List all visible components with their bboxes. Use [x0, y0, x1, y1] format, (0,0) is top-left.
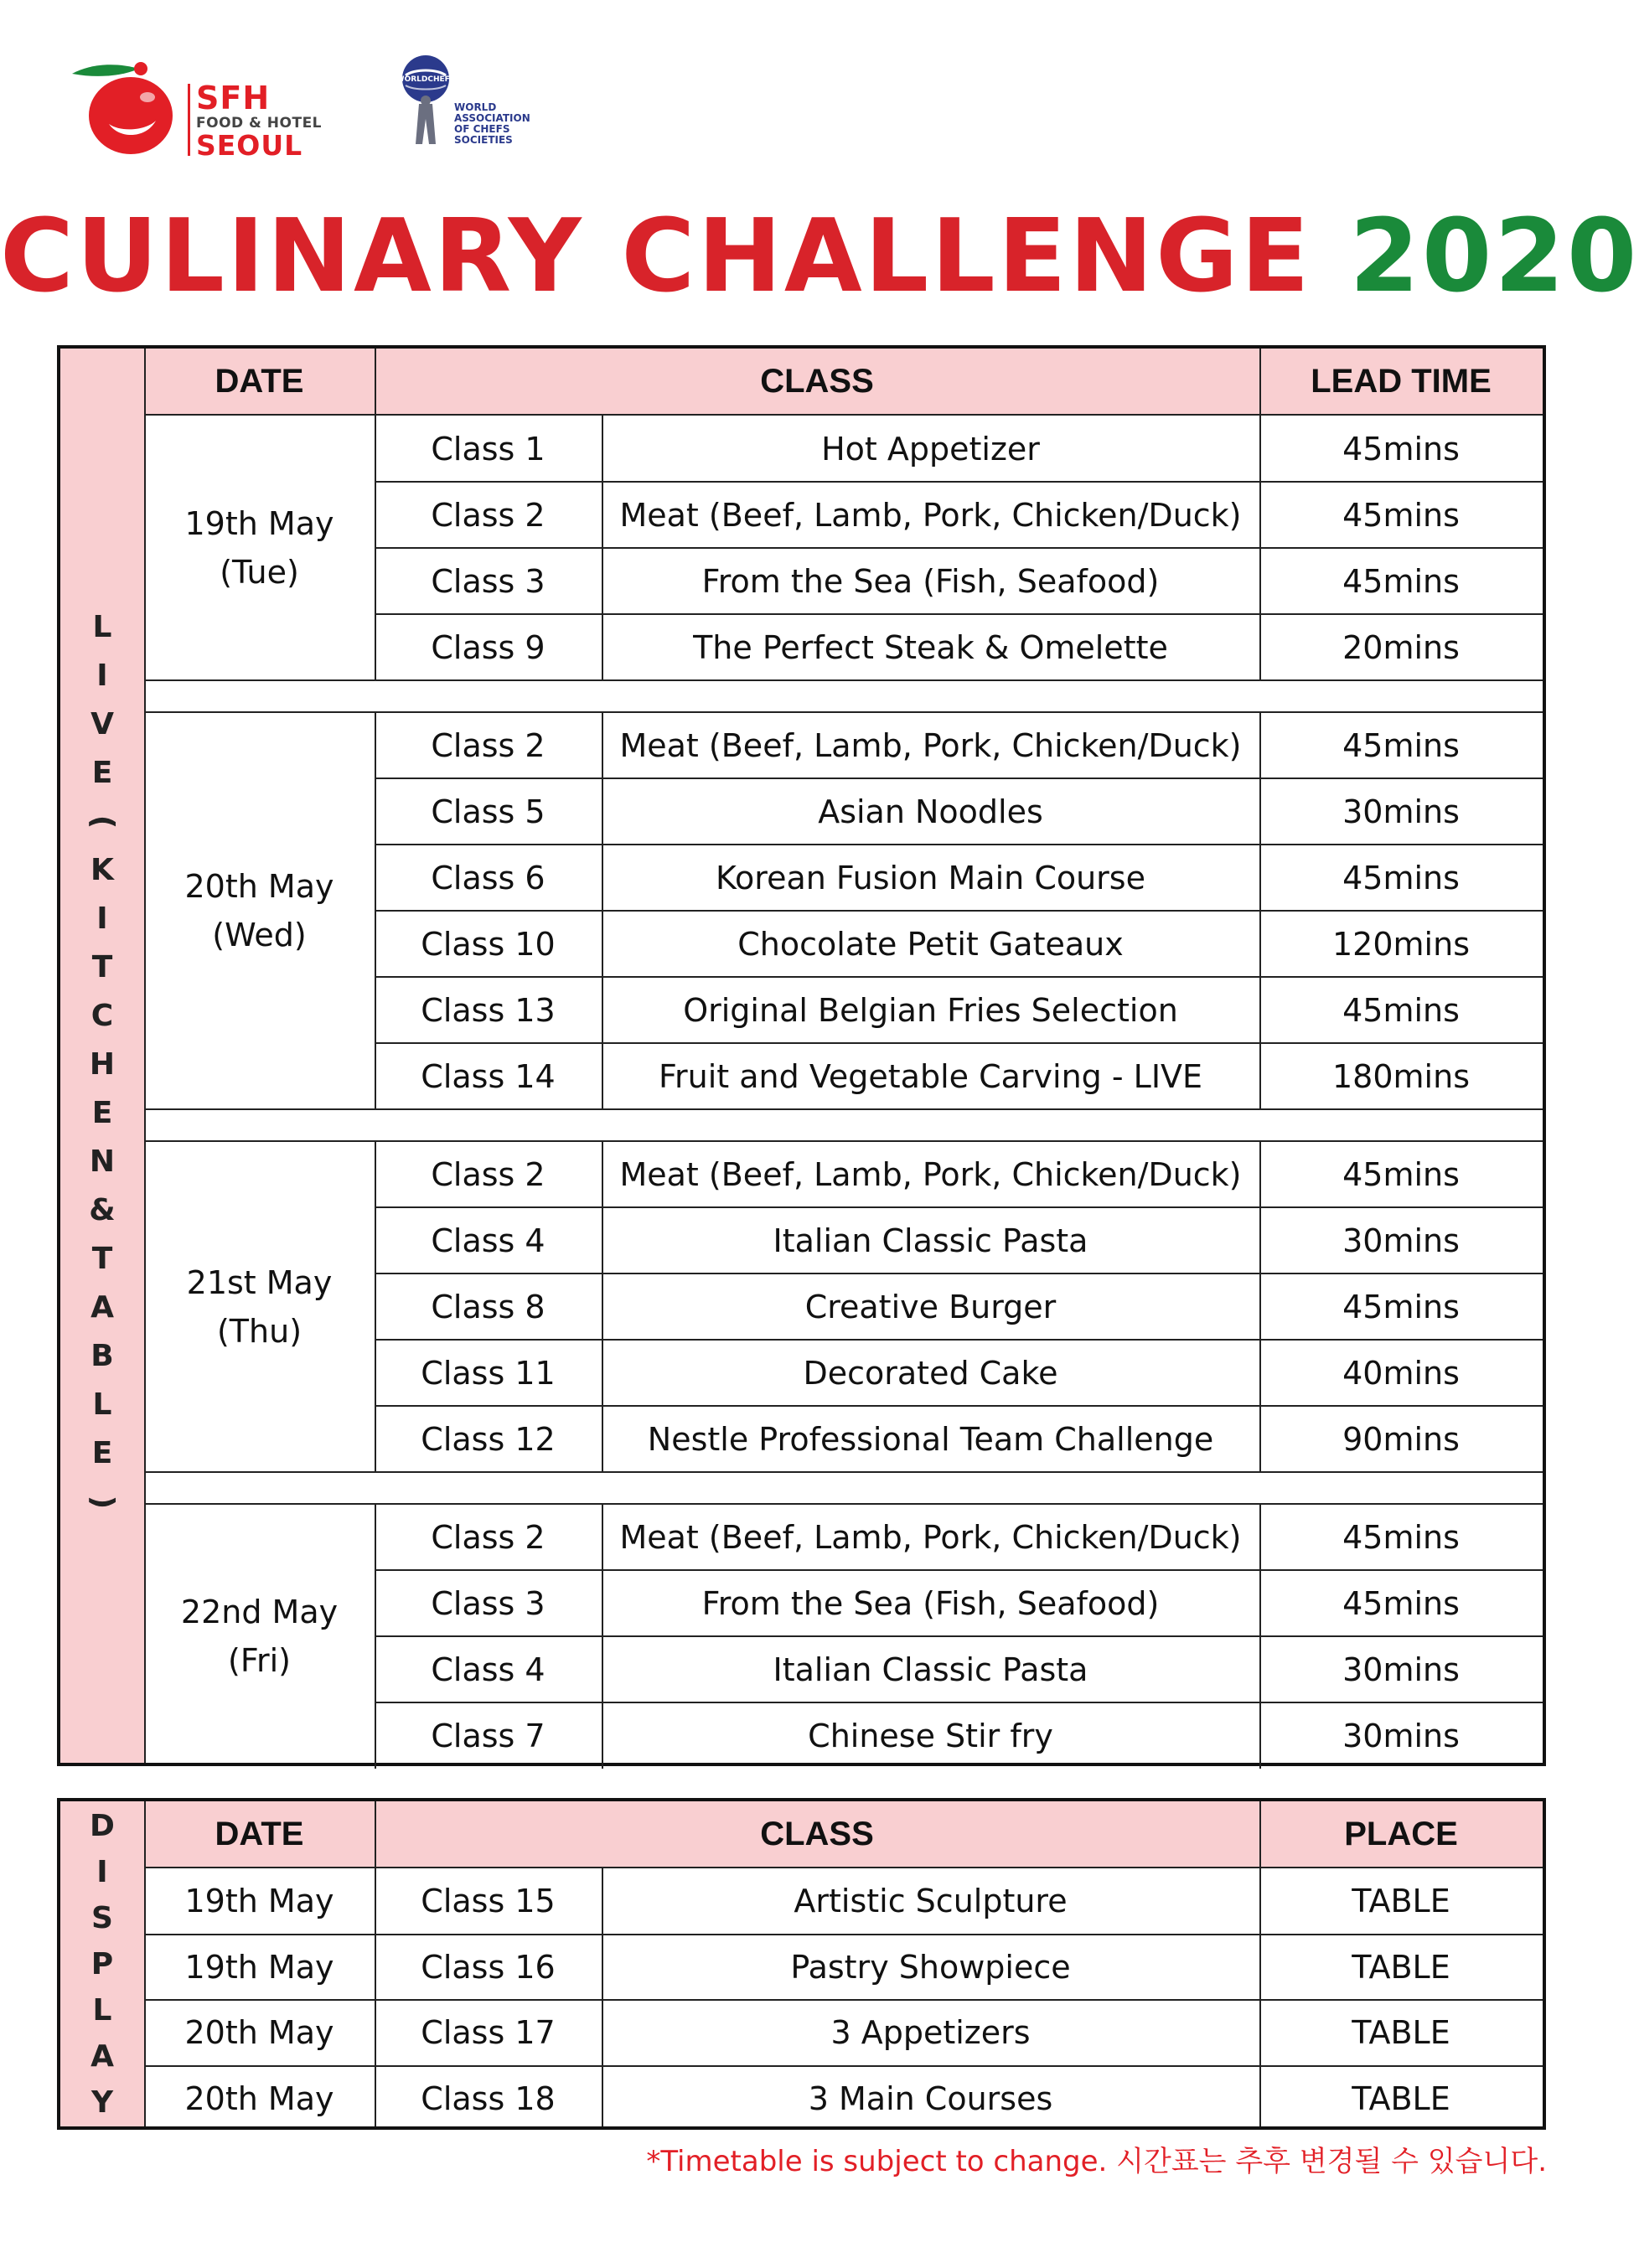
title-main: CULINARY CHALLENGE	[0, 199, 1312, 315]
side-letter: L	[92, 610, 112, 644]
lead-time: 45mins	[1342, 726, 1460, 764]
display-place: TABLE	[1352, 2079, 1450, 2117]
class-number: Class 1	[431, 430, 545, 468]
display-date: 20th May	[184, 2079, 334, 2117]
class-name: Creative Burger	[804, 1288, 1057, 1325]
side-letter: D	[90, 1808, 115, 1843]
side-letter: V	[90, 707, 114, 741]
title-year: 2020	[1349, 199, 1639, 315]
live-header-lead-time: LEAD TIME	[1259, 349, 1543, 414]
class-name: Meat (Beef, Lamb, Pork, Chicken/Duck)	[619, 1518, 1242, 1556]
side-letter: I	[96, 902, 108, 936]
display-class-name: Artistic Sculpture	[794, 1883, 1068, 1920]
wacs-line4: SOCIETIES	[454, 134, 513, 146]
weekday-label: (Tue)	[220, 554, 299, 591]
live-header-class: CLASS	[375, 349, 1259, 414]
lead-time: 20mins	[1342, 628, 1460, 666]
wacs-line3: OF CHEFS	[454, 123, 510, 135]
class-number: Class 12	[421, 1420, 556, 1458]
class-number: Class 13	[421, 991, 556, 1029]
page-title	[0, 194, 1639, 320]
wacs-line1: WORLD	[454, 101, 497, 113]
lead-time: 45mins	[1342, 1584, 1460, 1622]
live-header-time-divider	[1259, 349, 1261, 414]
sfh-logo	[65, 59, 325, 162]
class-name: Meat (Beef, Lamb, Pork, Chicken/Duck)	[619, 496, 1242, 534]
class-name: Hot Appetizer	[821, 430, 1040, 468]
class-number: Class 3	[431, 1584, 545, 1622]
class-name: Chocolate Petit Gateaux	[737, 925, 1124, 963]
date-label: 19th May	[184, 505, 334, 542]
class-number: Class 14	[421, 1057, 556, 1095]
side-letter: T	[91, 1242, 113, 1276]
side-letter: E	[91, 1436, 113, 1470]
lead-time: 45mins	[1342, 1288, 1460, 1325]
class-number: Class 5	[431, 793, 545, 830]
side-letter: C	[90, 999, 114, 1033]
lead-time: 40mins	[1342, 1354, 1460, 1392]
class-name: Korean Fusion Main Course	[716, 859, 1145, 896]
class-number: Class 2	[431, 1155, 545, 1193]
display-header-place: PLACE	[1259, 1801, 1543, 1867]
class-number: Class 10	[421, 925, 556, 963]
class-name: From the Sea (Fish, Seafood)	[701, 1584, 1160, 1622]
side-letter: (	[85, 814, 120, 829]
display-class-number: Class 17	[421, 2014, 556, 2052]
display-place: TABLE	[1352, 1948, 1450, 1986]
lead-time: 30mins	[1342, 1222, 1460, 1259]
side-letter: L	[92, 1387, 112, 1422]
display-schedule-table	[57, 1798, 1546, 2130]
lead-time: 45mins	[1342, 1155, 1460, 1193]
wacs-logo	[394, 50, 561, 159]
display-class-number: Class 18	[421, 2079, 556, 2117]
display-class-number: Class 16	[421, 1948, 556, 1986]
date-cell	[144, 1141, 375, 1472]
weekday-label: (Thu)	[216, 1312, 302, 1350]
sfh-wordmark	[196, 80, 323, 162]
side-letter: L	[92, 1992, 112, 2028]
class-name: Chinese Stir fry	[808, 1717, 1053, 1754]
lead-time: 30mins	[1342, 1717, 1460, 1754]
class-name: Meat (Beef, Lamb, Pork, Chicken/Duck)	[619, 1155, 1242, 1193]
side-letter: I	[96, 1854, 108, 1889]
side-letter: K	[90, 853, 114, 887]
weekday-label: (Wed)	[212, 917, 307, 953]
class-name: The Perfect Steak & Omelette	[693, 628, 1168, 666]
display-date: 19th May	[184, 1948, 334, 1986]
side-letter: H	[89, 1047, 116, 1082]
block-divider	[144, 1108, 1543, 1110]
class-name: Asian Noodles	[818, 793, 1043, 830]
display-side-label	[60, 1801, 144, 2126]
display-class-number: Class 15	[421, 1883, 556, 1920]
date-cell	[144, 416, 375, 680]
class-number: Class 3	[431, 562, 545, 600]
lead-time: 45mins	[1342, 562, 1460, 600]
wacs-badge-text: WORLDCHEFS	[396, 75, 456, 84]
class-name: Fruit and Vegetable Carving - LIVE	[658, 1057, 1203, 1095]
side-letter: S	[91, 1900, 113, 1935]
lead-time: 120mins	[1332, 925, 1470, 963]
lead-time: 45mins	[1342, 430, 1460, 468]
side-letter: )	[85, 1495, 120, 1510]
display-place: TABLE	[1352, 1883, 1450, 1920]
timetable-note: *Timetable is subject to change. 시간표는 추후 변경될 수 있습니다.	[646, 2145, 1547, 2178]
wacs-line2: ASSOCIATION	[454, 112, 530, 124]
side-letter: T	[91, 950, 113, 984]
side-letter: B	[90, 1339, 114, 1373]
class-name: Original Belgian Fries Selection	[683, 991, 1178, 1029]
display-header-class: CLASS	[375, 1801, 1259, 1867]
wacs-wordmark	[454, 102, 530, 146]
class-number: Class 2	[431, 726, 545, 764]
block-divider	[144, 679, 1543, 681]
class-number: Class 2	[431, 496, 545, 534]
lead-time: 30mins	[1342, 1651, 1460, 1688]
display-class-name: 3 Main Courses	[808, 2079, 1053, 2117]
worldchefs-globe-icon	[394, 50, 458, 159]
sfh-divider	[188, 84, 190, 156]
sfh-line2: FOOD & HOTEL	[196, 115, 323, 132]
date-label: 21st May	[186, 1263, 333, 1301]
lead-time: 45mins	[1342, 859, 1460, 896]
side-letter: I	[96, 659, 108, 693]
display-date: 20th May	[184, 2014, 334, 2052]
display-class-name: 3 Appetizers	[830, 2014, 1031, 2052]
class-name: From the Sea (Fish, Seafood)	[701, 562, 1160, 600]
class-number: Class 4	[431, 1651, 545, 1688]
side-letter: N	[89, 1144, 116, 1179]
live-header-date: DATE	[144, 349, 375, 414]
class-number: Class 9	[431, 628, 545, 666]
class-name: Meat (Beef, Lamb, Pork, Chicken/Duck)	[619, 726, 1242, 764]
side-letter: A	[90, 2038, 114, 2074]
lead-time: 45mins	[1342, 1518, 1460, 1556]
display-place: TABLE	[1352, 2014, 1450, 2052]
block-divider	[144, 1471, 1543, 1473]
live-header-date-divider	[375, 349, 376, 414]
side-letter: E	[91, 756, 113, 790]
class-name: Nestle Professional Team Challenge	[647, 1420, 1214, 1458]
live-side-label	[60, 592, 144, 1538]
date-label: 20th May	[184, 868, 334, 905]
class-number: Class 4	[431, 1222, 545, 1259]
date-label: 22nd May	[180, 1594, 339, 1630]
side-letter: &	[89, 1193, 116, 1227]
lead-time: 45mins	[1342, 991, 1460, 1029]
apple-icon	[65, 59, 191, 159]
side-letter: E	[91, 1096, 113, 1130]
display-class-name: Pastry Showpiece	[790, 1948, 1071, 1986]
lead-time: 180mins	[1332, 1057, 1470, 1095]
class-number: Class 6	[431, 859, 545, 896]
date-cell	[144, 1504, 375, 1769]
class-number: Class 2	[431, 1518, 545, 1556]
side-letter: Y	[90, 2085, 114, 2120]
class-number: Class 7	[431, 1717, 545, 1754]
lead-time: 90mins	[1342, 1420, 1460, 1458]
side-letter: A	[90, 1290, 114, 1325]
sfh-line1: SFH	[196, 80, 271, 116]
sfh-line3: SEOUL	[196, 129, 303, 162]
class-name: Italian Classic Pasta	[773, 1651, 1088, 1688]
display-date: 19th May	[184, 1883, 334, 1920]
lead-time: 30mins	[1342, 793, 1460, 830]
class-number: Class 11	[421, 1354, 556, 1392]
class-name: Italian Classic Pasta	[773, 1222, 1088, 1259]
side-letter: P	[90, 1946, 114, 1981]
class-number: Class 8	[431, 1288, 545, 1325]
weekday-label: (Fri)	[228, 1642, 291, 1679]
live-schedule-table	[57, 345, 1546, 1766]
display-header-date: DATE	[144, 1801, 375, 1867]
lead-time: 45mins	[1342, 496, 1460, 534]
class-name: Decorated Cake	[803, 1354, 1058, 1392]
date-cell	[144, 712, 375, 1109]
